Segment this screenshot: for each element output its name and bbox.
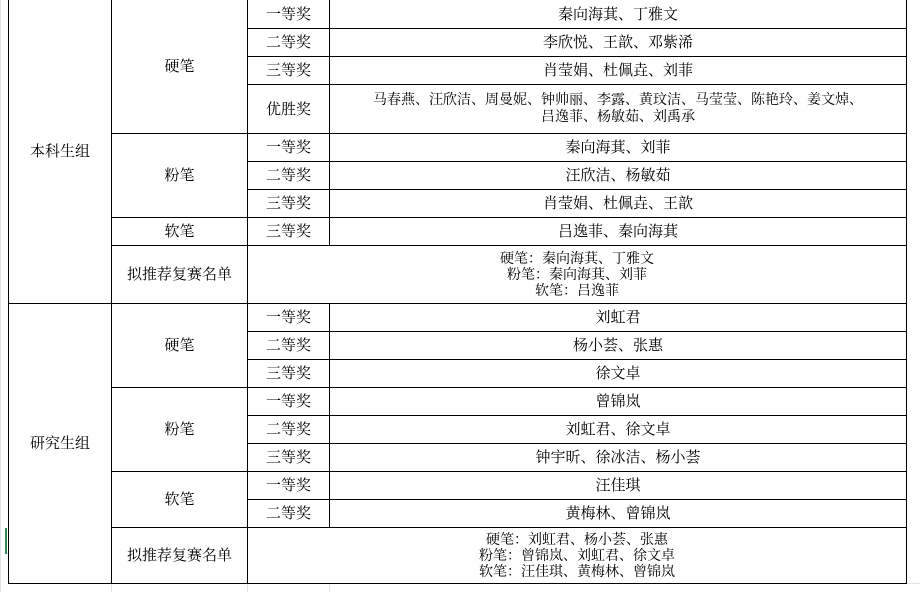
award-level[interactable]: 二等奖: [265, 166, 311, 184]
category-soft-brush[interactable]: 软笔: [164, 490, 195, 508]
recommend-label[interactable]: 拟推荐复赛名单: [126, 265, 232, 283]
grid-line: [247, 583, 248, 592]
recommend-line: 硬笔：刘虹君、杨小荟、张惠: [486, 531, 668, 548]
winner-names[interactable]: 杨小荟、张惠: [572, 336, 663, 354]
award-level[interactable]: 一等奖: [265, 392, 311, 410]
recommend-line: 粉笔：秦向海萁、刘菲: [507, 266, 647, 283]
table-border: [8, 583, 907, 584]
winner-names[interactable]: 秦向海萁、丁雅文: [557, 4, 678, 23]
award-level[interactable]: 三等奖: [265, 364, 311, 382]
recommend-list[interactable]: [248, 528, 906, 583]
winner-names[interactable]: 肖莹娟、杜佩垚、刘菲: [542, 61, 693, 79]
award-level[interactable]: 一等奖: [265, 4, 311, 23]
award-level[interactable]: 优胜奖: [265, 99, 311, 118]
recommend-line: 软笔：汪佳琪、黄梅林、曾锦岚: [479, 563, 675, 580]
award-level[interactable]: 一等奖: [265, 308, 311, 326]
winner-names[interactable]: 吕逸菲、秦向海萁: [557, 222, 678, 240]
winner-names[interactable]: 汪欣洁、杨敏茹: [565, 166, 671, 184]
category-chalk[interactable]: 粉笔: [164, 166, 195, 184]
group-label-undergrad[interactable]: 本科生组: [29, 142, 90, 160]
award-level[interactable]: 一等奖: [265, 138, 311, 156]
award-level[interactable]: 二等奖: [265, 33, 311, 51]
winner-names[interactable]: 钟宇昕、徐冰洁、杨小荟: [535, 448, 701, 466]
recommend-line: 硬笔：秦向海萁、丁雅文: [500, 250, 654, 267]
winner-names[interactable]: 汪佳琪: [595, 476, 641, 494]
grid-line: [329, 583, 330, 592]
winner-names[interactable]: 刘虹君、徐文卓: [565, 420, 671, 438]
table-border: [906, 0, 907, 584]
award-level[interactable]: 三等奖: [265, 222, 311, 240]
winner-names[interactable]: 黄梅林、曾锦岚: [565, 504, 671, 522]
award-level[interactable]: 二等奖: [265, 420, 311, 438]
recommend-label[interactable]: 拟推荐复赛名单: [126, 546, 232, 564]
winner-names-line: 吕逸菲、杨敏茹、刘禹承: [541, 109, 695, 125]
award-level[interactable]: 三等奖: [265, 61, 311, 79]
winner-names[interactable]: 李欣悦、王歆、邓紫浠: [542, 33, 693, 51]
grid-line: [111, 583, 112, 592]
award-level[interactable]: 二等奖: [265, 504, 311, 522]
winner-names[interactable]: 肖莹娟、杜佩垚、王歆: [542, 194, 693, 212]
winner-names[interactable]: 刘虹君: [595, 308, 641, 326]
winner-names[interactable]: 秦向海萁、刘菲: [565, 138, 671, 156]
award-level[interactable]: 二等奖: [265, 336, 311, 354]
winner-names-merit[interactable]: [330, 85, 906, 133]
winner-names[interactable]: 徐文卓: [595, 364, 641, 382]
grid-line: [0, 0, 1, 592]
cell-selection-marker: [5, 528, 7, 554]
recommend-line: 软笔：吕逸菲: [535, 282, 619, 299]
recommend-line: 粉笔：曾锦岚、刘虹君、徐文卓: [479, 547, 675, 564]
award-level[interactable]: 三等奖: [265, 194, 311, 212]
winner-names-line: 马春燕、汪欣洁、周曼妮、钟帅丽、李露、黄玟洁、马莹莹、陈艳玲、姜文焯、: [373, 92, 863, 108]
award-level[interactable]: 一等奖: [265, 476, 311, 494]
recommend-list[interactable]: [248, 246, 906, 303]
category-hard-pen[interactable]: 硬笔: [164, 57, 195, 75]
group-label-grad[interactable]: 研究生组: [29, 434, 90, 452]
award-level[interactable]: 三等奖: [265, 448, 311, 466]
category-hard-pen[interactable]: 硬笔: [164, 336, 195, 354]
category-soft-brush[interactable]: 软笔: [164, 222, 195, 240]
winner-names[interactable]: 曾锦岚: [595, 392, 641, 410]
category-chalk[interactable]: 粉笔: [164, 420, 195, 438]
